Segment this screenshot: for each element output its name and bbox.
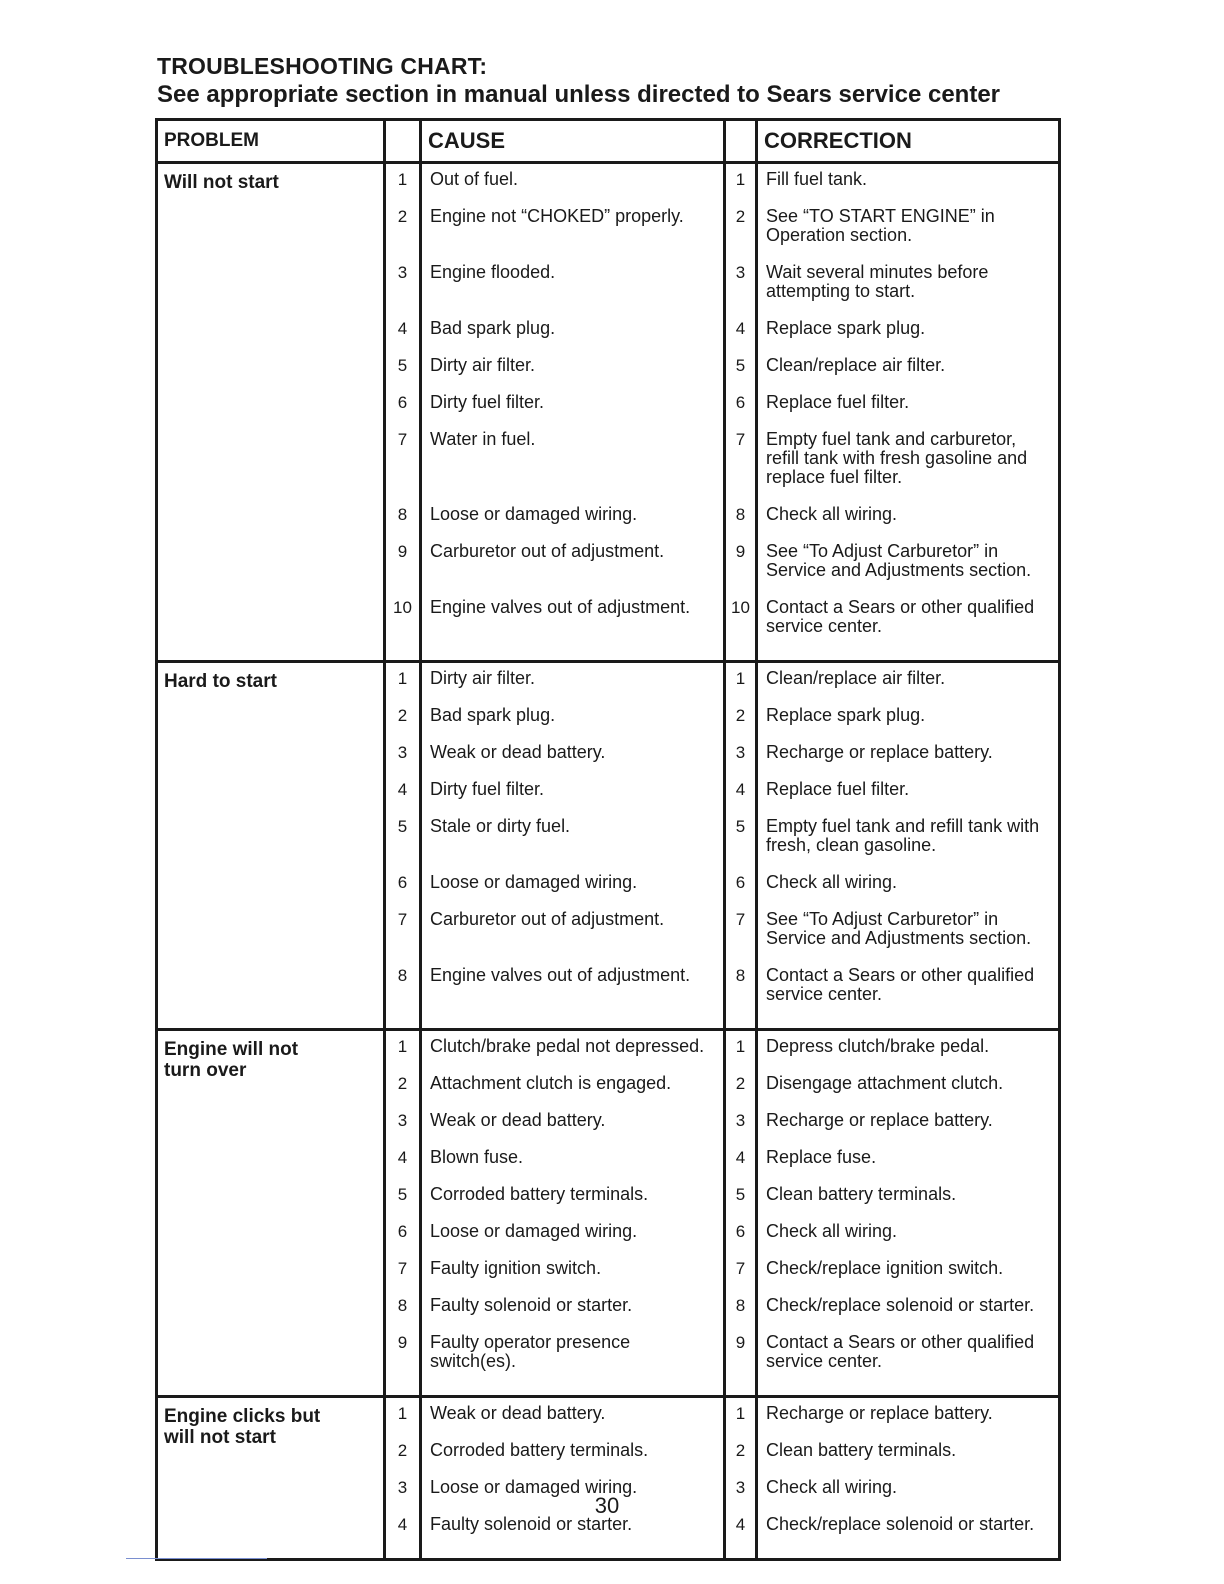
correction-number: 7	[735, 430, 746, 449]
correction-text	[758, 505, 1058, 542]
cause-number: 8	[397, 966, 408, 985]
cause-text	[422, 910, 723, 966]
correction-text	[758, 669, 1058, 706]
cause-number: 2	[397, 1074, 408, 1093]
correction-text-line: replace fuel filter.	[766, 467, 903, 487]
correction-text	[758, 706, 1058, 743]
cause-number: 6	[397, 1222, 408, 1241]
correction-text-column	[757, 1397, 1060, 1560]
correction-number: 9	[735, 542, 746, 561]
cause-number: 4	[397, 1515, 408, 1534]
cause-text-line: Faulty ignition switch.	[430, 1258, 602, 1278]
cause-text-line: Dirty air filter.	[430, 355, 536, 375]
correction-text	[758, 393, 1058, 430]
header-problem: PROBLEM	[157, 120, 385, 163]
cause-text-line: Corroded battery terminals.	[430, 1184, 649, 1204]
correction-text-line: Clean/replace air filter.	[766, 355, 946, 375]
correction-number: 3	[735, 263, 746, 282]
troubleshooting-table	[155, 118, 1061, 1561]
correction-number: 8	[735, 966, 746, 985]
bottom-rule	[126, 1558, 267, 1559]
cause-number: 1	[397, 1404, 408, 1423]
correction-text-line: Check/replace solenoid or starter.	[766, 1514, 1035, 1534]
cause-text-column	[421, 1030, 725, 1397]
cause-number: 2	[397, 1441, 408, 1460]
cause-number: 7	[397, 430, 408, 449]
correction-text-column	[757, 662, 1060, 1030]
cause-text-line: Weak or dead battery.	[430, 742, 606, 762]
cause-text-line: Weak or dead battery.	[430, 1110, 606, 1130]
correction-text	[758, 356, 1058, 393]
cause-text-line: Faulty operator presence	[430, 1332, 631, 1352]
problem-section	[157, 662, 1060, 1030]
cause-text	[422, 1037, 723, 1074]
correction-text	[758, 966, 1058, 1022]
correction-text	[758, 1515, 1058, 1552]
cause-text	[422, 263, 723, 319]
correction-number: 7	[735, 1259, 746, 1278]
correction-text-line: Recharge or replace battery.	[766, 1403, 993, 1423]
correction-number: 5	[735, 1185, 746, 1204]
correction-text-line: Wait several minutes before	[766, 262, 989, 282]
page-title: TROUBLESHOOTING CHART:	[157, 53, 488, 79]
correction-text-column	[757, 1030, 1060, 1397]
cause-text	[422, 1441, 723, 1478]
cause-text-line: Dirty fuel filter.	[430, 779, 545, 799]
header-cause: CAUSE	[421, 120, 725, 163]
correction-text	[758, 873, 1058, 910]
correction-number: 7	[735, 910, 746, 929]
cause-text-line: Stale or dirty fuel.	[430, 816, 571, 836]
correction-text	[758, 1259, 1058, 1296]
header-correction: CORRECTION	[757, 120, 1060, 163]
correction-number: 1	[735, 1037, 746, 1056]
correction-text-line: Check/replace solenoid or starter.	[766, 1295, 1035, 1315]
correction-text-line: Contact a Sears or other qualified	[766, 597, 1035, 617]
cause-text-line: Faulty solenoid or starter.	[430, 1514, 633, 1534]
correction-number: 10	[731, 598, 750, 617]
cause-number: 9	[397, 1333, 408, 1352]
cause-text	[422, 1404, 723, 1441]
cause-number: 1	[397, 170, 408, 189]
correction-number: 5	[735, 817, 746, 836]
cause-text	[422, 817, 723, 873]
cause-text	[422, 873, 723, 910]
correction-number: 6	[735, 393, 746, 412]
correction-text	[758, 207, 1058, 263]
problem-label: will not start	[164, 1427, 276, 1448]
correction-text	[758, 743, 1058, 780]
cause-number: 6	[397, 873, 408, 892]
cause-text	[422, 1259, 723, 1296]
cause-text	[422, 598, 723, 654]
correction-text	[758, 1441, 1058, 1478]
correction-text-line: Check all wiring.	[766, 1477, 898, 1497]
correction-text-line: Check all wiring.	[766, 872, 898, 892]
correction-text-line: Contact a Sears or other qualified	[766, 965, 1035, 985]
correction-number: 6	[735, 1222, 746, 1241]
cause-number: 2	[397, 706, 408, 725]
cause-text-line: Blown fuse.	[430, 1147, 524, 1167]
cause-text-line: Bad spark plug.	[430, 705, 556, 725]
correction-number-column	[725, 163, 757, 662]
correction-text	[758, 1148, 1058, 1185]
correction-text	[758, 1333, 1058, 1389]
correction-text	[758, 598, 1058, 654]
correction-text-line: Check all wiring.	[766, 1221, 898, 1241]
problem-label: turn over	[164, 1060, 247, 1081]
cause-number: 3	[397, 263, 408, 282]
correction-number: 6	[735, 873, 746, 892]
correction-text-line: fresh, clean gasoline.	[766, 835, 937, 855]
problem-label: Hard to start	[164, 671, 277, 692]
correction-text-line: Recharge or replace battery.	[766, 1110, 993, 1130]
cause-text-line: switch(es).	[430, 1351, 517, 1371]
cause-text	[422, 170, 723, 207]
cause-text-line: Carburetor out of adjustment.	[430, 541, 665, 561]
correction-text-line: Clean/replace air filter.	[766, 668, 946, 688]
cause-number: 3	[397, 743, 408, 762]
correction-text	[758, 1404, 1058, 1441]
correction-number: 1	[735, 1404, 746, 1423]
cause-text-line: Water in fuel.	[430, 429, 536, 449]
correction-text-line: Service and Adjustments section.	[766, 928, 1032, 948]
correction-text	[758, 817, 1058, 873]
correction-text-line: service center.	[766, 616, 883, 636]
correction-text	[758, 910, 1058, 966]
correction-text-line: Service and Adjustments section.	[766, 560, 1032, 580]
cause-number: 5	[397, 817, 408, 836]
cause-text-line: Engine not “CHOKED” properly.	[430, 206, 684, 226]
cause-number: 3	[397, 1111, 408, 1130]
header-cause-number	[385, 120, 421, 163]
cause-text-line: Engine valves out of adjustment.	[430, 597, 691, 617]
cause-number: 4	[397, 319, 408, 338]
cause-text	[422, 1515, 723, 1552]
correction-number: 3	[735, 743, 746, 762]
cause-text	[422, 1296, 723, 1333]
cause-number: 4	[397, 1148, 408, 1167]
correction-text-line: Disengage attachment clutch.	[766, 1073, 1004, 1093]
correction-text-line: Replace fuse.	[766, 1147, 877, 1167]
cause-text-column	[421, 1397, 725, 1560]
correction-text	[758, 780, 1058, 817]
problem-label: Engine clicks but	[164, 1406, 321, 1427]
correction-number: 5	[735, 356, 746, 375]
correction-number: 2	[735, 207, 746, 226]
cause-text-line: Engine flooded.	[430, 262, 556, 282]
cause-text-line: Loose or damaged wiring.	[430, 1221, 638, 1241]
cause-number-column	[385, 662, 421, 1030]
problem-cell	[157, 163, 385, 662]
cause-text-line: Faulty solenoid or starter.	[430, 1295, 633, 1315]
correction-text-line: See “To Adjust Carburetor” in	[766, 909, 999, 929]
cause-number: 9	[397, 542, 408, 561]
correction-text-line: refill tank with fresh gasoline and	[766, 448, 1028, 468]
cause-text-line: Out of fuel.	[430, 169, 519, 189]
cause-text	[422, 393, 723, 430]
cause-text	[422, 743, 723, 780]
correction-number: 3	[735, 1111, 746, 1130]
page-subtitle: See appropriate section in manual unless directed to Sears service center	[157, 81, 1000, 108]
correction-text-line: Clean battery terminals.	[766, 1440, 957, 1460]
cause-text	[422, 1333, 723, 1389]
correction-text	[758, 170, 1058, 207]
cause-text	[422, 430, 723, 505]
cause-number-column	[385, 1397, 421, 1560]
correction-number: 4	[735, 1515, 746, 1534]
cause-text	[422, 505, 723, 542]
correction-number-column	[725, 662, 757, 1030]
cause-text	[422, 319, 723, 356]
problem-cell	[157, 662, 385, 1030]
cause-number: 5	[397, 1185, 408, 1204]
cause-text-line: Corroded battery terminals.	[430, 1440, 649, 1460]
correction-text-line: Contact a Sears or other qualified	[766, 1332, 1035, 1352]
correction-text	[758, 430, 1058, 505]
cause-text-line: Engine valves out of adjustment.	[430, 965, 691, 985]
cause-text	[422, 669, 723, 706]
correction-text-line: Replace spark plug.	[766, 318, 926, 338]
cause-text-line: Loose or damaged wiring.	[430, 1477, 638, 1497]
correction-number: 1	[735, 170, 746, 189]
correction-text-line: Clean battery terminals.	[766, 1184, 957, 1204]
cause-text	[422, 1148, 723, 1185]
cause-text	[422, 1185, 723, 1222]
correction-text-line: Empty fuel tank and carburetor,	[766, 429, 1017, 449]
correction-number: 2	[735, 1074, 746, 1093]
cause-number: 6	[397, 393, 408, 412]
cause-text-line: Loose or damaged wiring.	[430, 504, 638, 524]
cause-number: 8	[397, 1296, 408, 1315]
correction-text	[758, 1111, 1058, 1148]
correction-number: 8	[735, 505, 746, 524]
problem-label: Will not start	[164, 172, 279, 193]
cause-text	[422, 780, 723, 817]
cause-text	[422, 1222, 723, 1259]
cause-text	[422, 966, 723, 1022]
correction-text-line: attempting to start.	[766, 281, 916, 301]
correction-text-line: Replace fuel filter.	[766, 392, 910, 412]
cause-text-line: Dirty air filter.	[430, 668, 536, 688]
correction-text	[758, 1074, 1058, 1111]
correction-text-line: Operation section.	[766, 225, 913, 245]
correction-text-line: Fill fuel tank.	[766, 169, 868, 189]
cause-text	[422, 207, 723, 263]
correction-number-column	[725, 1030, 757, 1397]
correction-text-line: Check/replace ignition switch.	[766, 1258, 1004, 1278]
cause-text-line: Attachment clutch is engaged.	[430, 1073, 672, 1093]
page-number: 30	[594, 1493, 620, 1518]
header-row	[157, 120, 1060, 163]
cause-number: 1	[397, 669, 408, 688]
cause-number: 1	[397, 1037, 408, 1056]
cause-number: 7	[397, 910, 408, 929]
cause-number: 3	[397, 1478, 408, 1497]
correction-text	[758, 263, 1058, 319]
correction-text	[758, 542, 1058, 598]
problem-section	[157, 163, 1060, 662]
correction-text	[758, 1296, 1058, 1333]
cause-number-column	[385, 1030, 421, 1397]
cause-number: 5	[397, 356, 408, 375]
cause-text-line: Weak or dead battery.	[430, 1403, 606, 1423]
cause-text-line: Loose or damaged wiring.	[430, 872, 638, 892]
correction-text-line: service center.	[766, 984, 883, 1004]
correction-text-line: See “To Adjust Carburetor” in	[766, 541, 999, 561]
cause-text	[422, 542, 723, 598]
cause-text	[422, 356, 723, 393]
correction-text	[758, 1222, 1058, 1259]
cause-text-line: Bad spark plug.	[430, 318, 556, 338]
cause-text	[422, 706, 723, 743]
cause-text-column	[421, 662, 725, 1030]
problem-cell	[157, 1030, 385, 1397]
correction-text-line: Replace fuel filter.	[766, 779, 910, 799]
correction-number: 4	[735, 780, 746, 799]
correction-text-line: service center.	[766, 1351, 883, 1371]
correction-number: 9	[735, 1333, 746, 1352]
problem-section	[157, 1397, 1060, 1560]
correction-number: 4	[735, 319, 746, 338]
correction-number: 2	[735, 1441, 746, 1460]
correction-number: 3	[735, 1478, 746, 1497]
cause-number: 4	[397, 780, 408, 799]
cause-number: 10	[393, 598, 412, 617]
correction-text-line: Depress clutch/brake pedal.	[766, 1036, 990, 1056]
cause-text-line: Clutch/brake pedal not depressed.	[430, 1036, 705, 1056]
cause-number: 8	[397, 505, 408, 524]
correction-text-line: Recharge or replace battery.	[766, 742, 993, 762]
problem-cell	[157, 1397, 385, 1560]
cause-text-column	[421, 163, 725, 662]
correction-number-column	[725, 1397, 757, 1560]
correction-text-line: Replace spark plug.	[766, 705, 926, 725]
correction-number: 4	[735, 1148, 746, 1167]
cause-text-line: Dirty fuel filter.	[430, 392, 545, 412]
correction-text	[758, 1037, 1058, 1074]
cause-text	[422, 1074, 723, 1111]
correction-text-line: See “TO START ENGINE” in	[766, 206, 995, 226]
correction-text	[758, 1185, 1058, 1222]
problem-label: Engine will not	[164, 1039, 299, 1060]
correction-number: 1	[735, 669, 746, 688]
header-correction-number	[725, 120, 757, 163]
cause-number-column	[385, 163, 421, 662]
cause-number: 7	[397, 1259, 408, 1278]
correction-number: 8	[735, 1296, 746, 1315]
correction-number: 2	[735, 706, 746, 725]
problem-section	[157, 1030, 1060, 1397]
correction-text-line: Check all wiring.	[766, 504, 898, 524]
cause-text	[422, 1111, 723, 1148]
cause-text-line: Carburetor out of adjustment.	[430, 909, 665, 929]
correction-text-column	[757, 163, 1060, 662]
correction-text-line: Empty fuel tank and refill tank with	[766, 816, 1040, 836]
cause-number: 2	[397, 207, 408, 226]
correction-text	[758, 319, 1058, 356]
